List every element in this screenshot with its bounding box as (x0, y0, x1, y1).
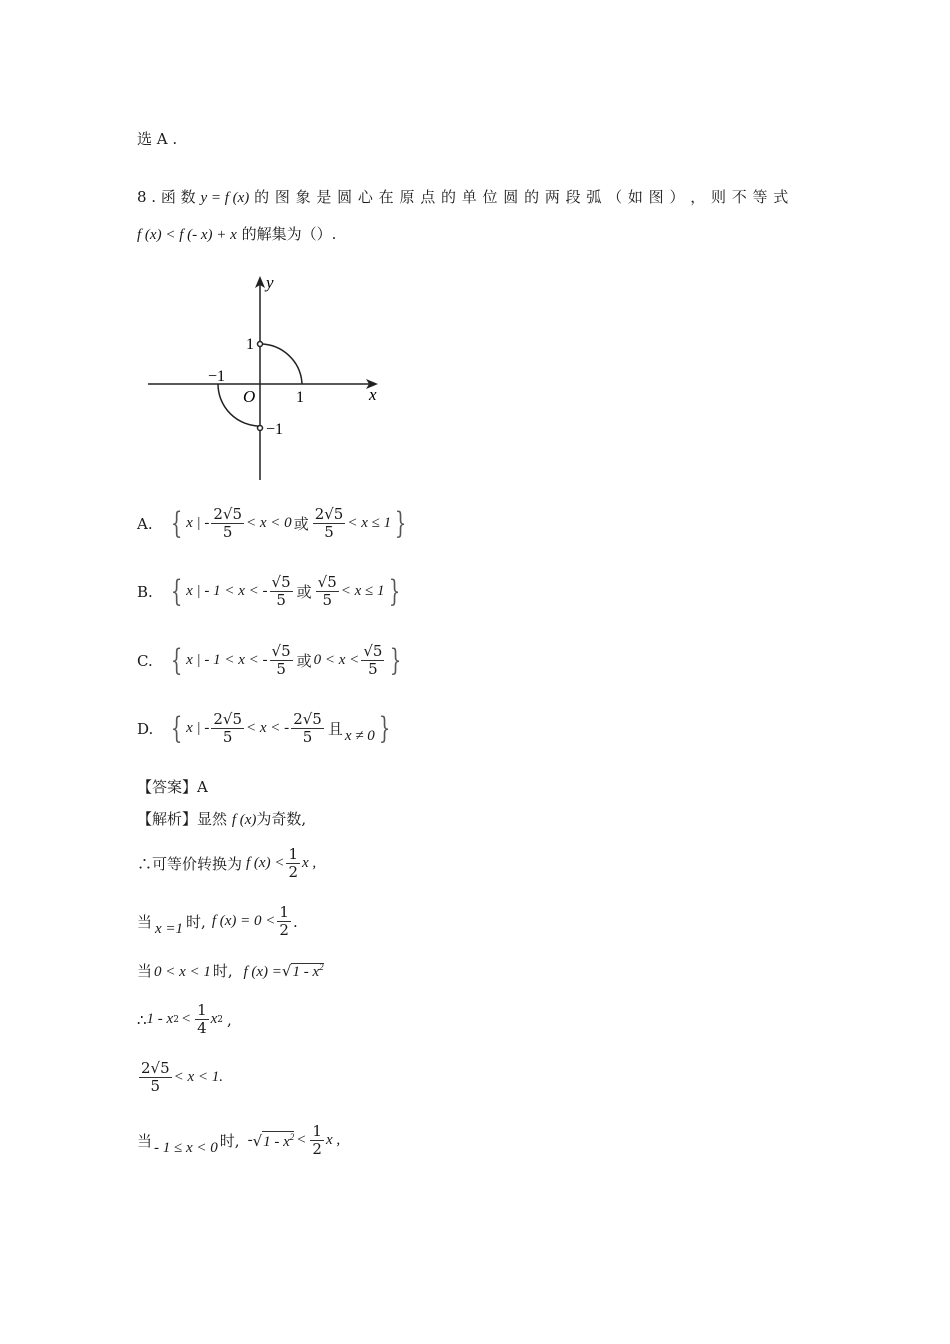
answer-tag: 【答案】 (137, 778, 198, 796)
option-b[interactable]: B. { x | - 1 < x < - $\frac{√5}{5}$ 或 $\frac{√5}{5}$ < x ≤ 1 } (137, 573, 400, 610)
option-a-label: A. (137, 514, 153, 533)
answer-line (137, 776, 208, 797)
problem-line-1 (137, 186, 817, 207)
problem-text-b: 的 图 象 是 圆 心 在 原 点 的 单 位 圆 的 两 段 弧 （ 如 图 ） ， 则 不 等 式 (254, 188, 789, 206)
inequality-expression: f (x) < f (- x) + x (137, 227, 237, 243)
arc-first-quadrant (260, 344, 302, 384)
y-pos-label: 1 (246, 336, 254, 353)
x-axis-label: x (369, 385, 377, 404)
function-expression: y = f (x) (200, 190, 250, 206)
analysis-line-5: ∴ 1 - x 2 < $\frac{1}{4}$ x 2 , (137, 1001, 232, 1038)
option-c-label: C. (137, 651, 153, 670)
y-axis-label: y (266, 273, 274, 292)
x-pos-label: 1 (296, 389, 304, 406)
x-neg-label: −1 (208, 368, 226, 385)
origin-label: O (243, 387, 256, 406)
option-d-label: D. (137, 719, 154, 738)
analysis-tag: 【解析】 (137, 810, 198, 828)
problem-text-c: 的解集为（）. (241, 225, 337, 243)
answer-value: A (197, 778, 208, 796)
analysis-line-4: 当 0 < x < 1 时, f $(x) =√1 - x^2$ (137, 962, 324, 980)
unit-circle-figure (140, 268, 390, 483)
open-point-y-pos (258, 342, 263, 347)
option-d[interactable]: D. { x | - $\frac{2√5}{5}$ < x < - $\frac{2√5}{5}$ 且 x ≠ 0 } (137, 710, 391, 747)
open-point-y-neg (258, 426, 263, 431)
option-a[interactable]: A. { x | - $\frac{2√5}{5}$ < x < 0 或 $\frac{2√5}{5}$ < x ≤ 1 } (137, 505, 407, 542)
problem-text-a: 函 数 (160, 188, 196, 206)
analysis-line-1: 【解析】显然 f (x)为奇数, (137, 810, 307, 828)
analysis-line-6: $\frac{2√5}{5}$ < x < 1. (141, 1059, 224, 1096)
analysis-line-7: 当 - 1 ≤ x < 0 时, - √ $1 - x^2$ < $\frac{1}{2}$ x , (137, 1122, 341, 1159)
option-c[interactable]: C. { x | - 1 < x < - $\frac{√5}{5}$ 或 0 < x < $\frac{√5}{5}$ } (137, 642, 402, 679)
analysis-line-3: 当 x =1 时, f (x) = 0 < $\frac{1}{2}$ . (137, 903, 298, 940)
problem-line-2 (137, 223, 336, 244)
analysis-line-2: ∴可等价转换为 f (x) < $\frac{1}{2}$ x , (137, 845, 317, 882)
previous-answer-line: 选 A . (137, 130, 178, 148)
y-neg-label: −1 (266, 421, 284, 438)
option-b-label: B. (137, 582, 153, 601)
problem-number: 8 . (137, 188, 157, 206)
